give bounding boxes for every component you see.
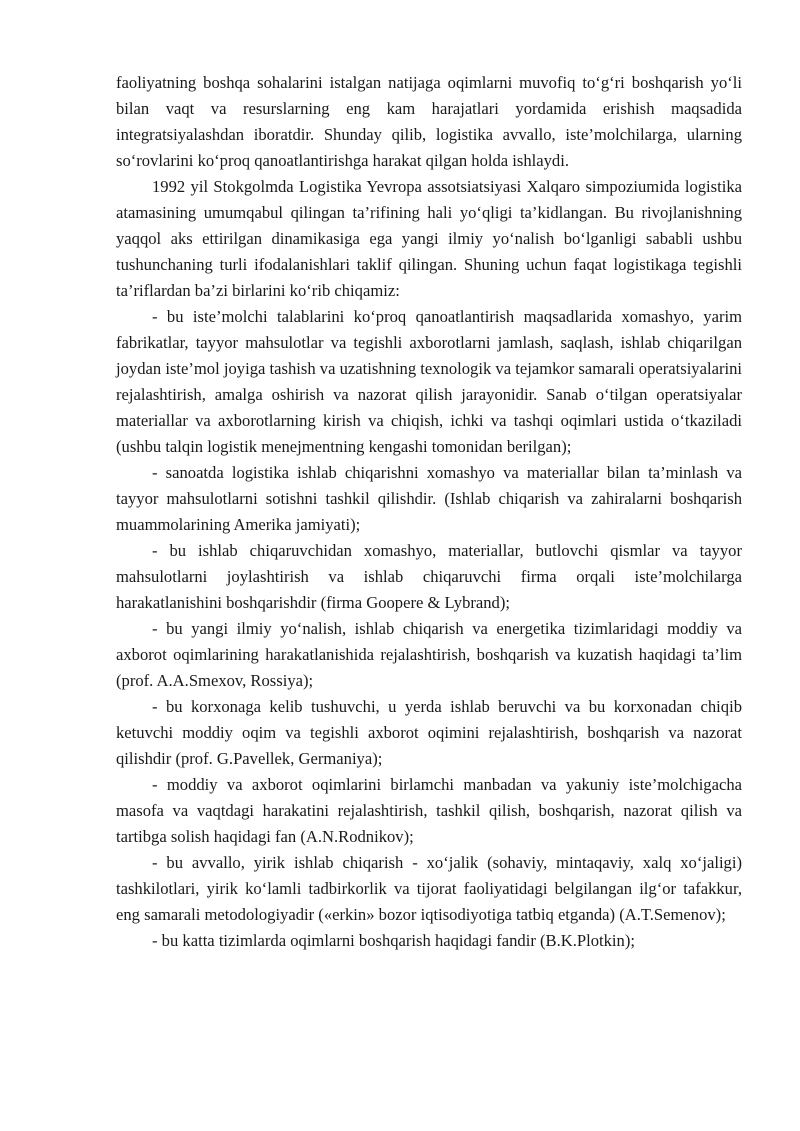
definition-item: - bu katta tizimlarda oqimlarni boshqarish haqidagi fandir (B.K.Plotkin); bbox=[152, 931, 635, 950]
definition-item: - bu iste’molchi talablarini ko‘proq qanoatlantirish maqsadlarida xomashyo, yarim fabrikatlar, tayyor mahsulotlar va tegishli axborotlarni jamlash, saqlash, ishlab chiqarilgan joydan iste’mol joyiga tashish va uzatishning texnologik va tejamkor samarali operatsiyalarini rejalashtirish, amalga oshirish va nazorat qilish jarayonidir. Sanab o‘tilgan operatsiyalar materiallar va axborotlarning kirish va chiqish, ichki va tashqi oqimlari ustida o‘tkaziladi (ushbu talqin logistik menejmentning kengashi tomonidan berilgan); bbox=[116, 307, 742, 456]
definition-item: - moddiy va axborot oqimlarini birlamchi manbadan va yakuniy iste’molchigacha masofa va vaqtdagi harakatini rejalashtirish, tashkil qilish, boshqarish, nazorat qilish va tartibga solish haqidagi fan (A.N.Rodnikov); bbox=[116, 775, 742, 846]
definition-item: - bu avvallo, yirik ishlab chiqarish - xo‘jalik (sohaviy, mintaqaviy, xalq xo‘jaligi) tashkilotlari, yirik ko‘lamli tadbirkorlik va tijorat faoliyatidagi belgilangan ilg‘or tafakkur, eng samarali metodologiyadir («erkin» bozor iqtisodiyotiga tatbiq etganda) (A.T.Semenov); bbox=[116, 853, 742, 924]
paragraph-continuation: faoliyatning boshqa sohalarini istalgan natijaga oqimlarni muvofiq to‘g‘ri boshqarish yo‘li bilan vaqt va resurslarning eng kam harajatlari yordamida erishish maqsadida integratsiyalashdan iboratdir. Shunday qilib, logistika avvallo, iste’molchilarga, ularning so‘rovlarini ko‘proq qanoatlantirishga harakat qilgan holda ishlaydi. bbox=[116, 73, 742, 170]
definition-item: - sanoatda logistika ishlab chiqarishni xomashyo va materiallar bilan ta’minlash va tayyor mahsulotlarni sotishni tashkil qilishdir. (Ishlab chiqarish va zahiralarni boshqarish muammolarining Amerika jamiyati); bbox=[116, 463, 742, 534]
paragraph-stockholm-1992: 1992 yil Stokgolmda Logistika Yevropa assotsiatsiyasi Xalqaro simpoziumida logistika atamasining umumqabul qilingan ta’rifining hali yo‘qligi ta’kidlangan. Bu rivojlanishning yaqqol aks ettirilgan dinamikasiga ega yangi ilmiy yo‘nalish bo‘lganligi sababli ushbu tushunchaning turli ifodalanishlari taklif qilingan. Shuning uchun faqat logistikaga tegishli ta’riflardan ba’zi birlarini ko‘rib chiqamiz: bbox=[116, 177, 742, 300]
definition-item: - bu yangi ilmiy yo‘nalish, ishlab chiqarish va energetika tizimlaridagi moddiy va axborot oqimlarining harakatlanishida rejalashtirish, boshqarish va kuzatish haqidagi ta’lim (prof. A.A.Smexov, Rossiya); bbox=[116, 619, 742, 690]
definition-item: - bu korxonaga kelib tushuvchi, u yerda ishlab beruvchi va bu korxonadan chiqib ketuvchi moddiy oqim va tegishli axborot oqimini rejalashtirish, boshqarish va nazorat qilishdir (prof. G.Pavellek, Germaniya); bbox=[116, 697, 742, 768]
document-page bbox=[116, 70, 742, 954]
definition-item: - bu ishlab chiqaruvchidan xomashyo, materiallar, butlovchi qismlar va tayyor mahsulotlarni joylashtirish va ishlab chiqaruvchi firma orqali iste’molchilarga harakatlanishini boshqarishdir (firma Goopere & Lybrand); bbox=[116, 541, 742, 612]
